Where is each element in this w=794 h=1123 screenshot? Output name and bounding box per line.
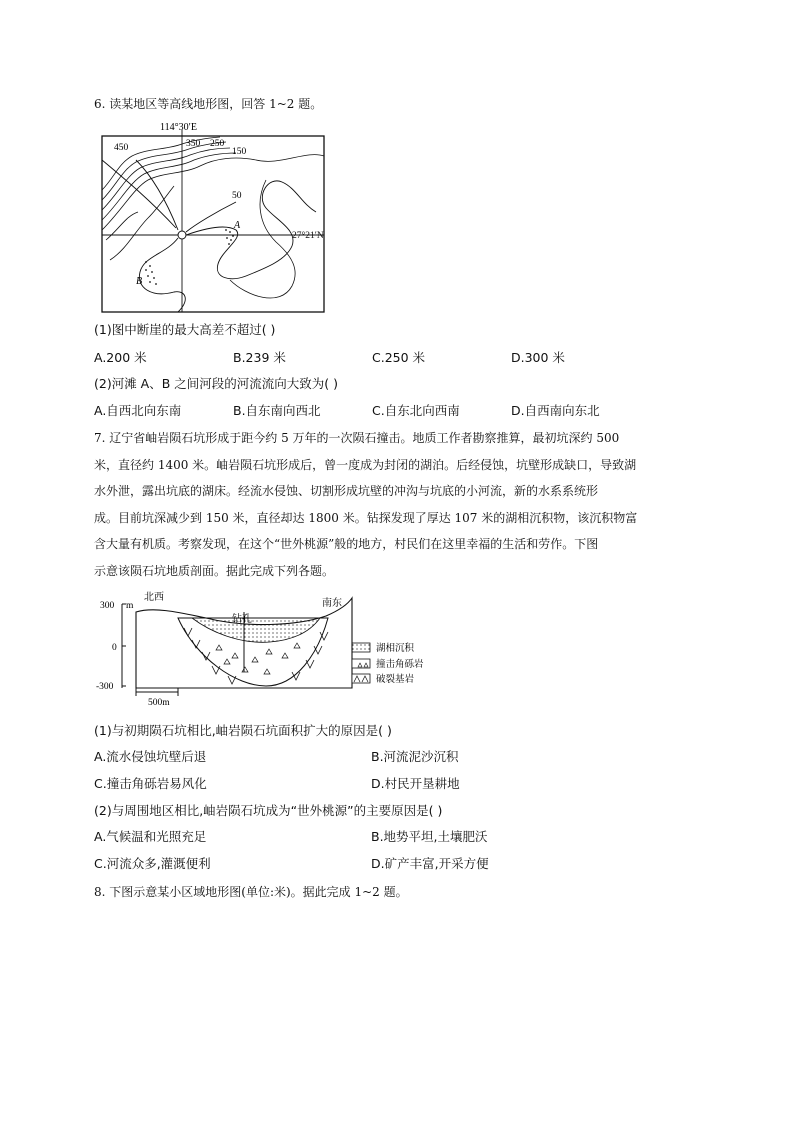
profile-se-label: 南东 xyxy=(322,598,342,609)
q7-paragraph-line: 米，直径约 1400 米。岫岩陨石坑形成后，曾一度成为封闭的湖泊。后经侵蚀，坑壁形成缺口，导致湖 xyxy=(94,457,637,472)
q6-sub2-option-c[interactable]: C.自东北向西南 xyxy=(372,403,460,418)
y-unit: m xyxy=(126,601,134,611)
q6-sub1-stem: (1)图中断崖的最大高差不超过( ) xyxy=(94,322,276,337)
lat-label: 27°21′N xyxy=(292,231,324,241)
q6-sub2-option-b[interactable]: B.自东南向西北 xyxy=(233,403,321,418)
lon-label: 114°30′E xyxy=(160,122,197,133)
legend-lake: 湖相沉积 xyxy=(376,644,415,654)
q6-sub1-option-b[interactable]: B.239 米 xyxy=(233,350,286,365)
q7-sub1-stem: (1)与初期陨石坑相比,岫岩陨石坑面积扩大的原因是( ) xyxy=(94,723,392,738)
q6-sub2-stem: (2)河滩 A、B 之间河段的河流流向大致为( ) xyxy=(94,376,339,391)
drill-label: 钻孔 xyxy=(232,614,252,625)
q6-sub1-option-d[interactable]: D.300 米 xyxy=(511,350,565,365)
profile-nw-label: 北西 xyxy=(144,592,164,603)
q6-sub1-option-a[interactable]: A.200 米 xyxy=(94,350,147,365)
q6-contour-map xyxy=(96,120,336,316)
q7-paragraph-line: 水外泄，露出坑底的湖床。经流水侵蚀、切割形成坑壁的冲沟与坑底的小河流，新的水系系统形 xyxy=(94,484,599,498)
legend-swatch-breccia xyxy=(352,659,370,668)
point-b: B xyxy=(136,276,143,287)
y-tick-0: 0 xyxy=(112,643,117,653)
y-tick-neg300: -300 xyxy=(96,682,114,692)
contour-label-250: 250 xyxy=(210,139,225,149)
contour-label-450: 450 xyxy=(114,143,129,153)
q6-sub2-option-d[interactable]: D.自西南向东北 xyxy=(511,403,600,418)
q7-sub1-option-d[interactable]: D.村民开垦耕地 xyxy=(371,776,460,791)
q8-title: 8. 下图示意某小区域地形图(单位:米)。据此完成 1~2 题。 xyxy=(94,885,408,899)
q7-sub1-option-a[interactable]: A.流水侵蚀坑壁后退 xyxy=(94,749,207,764)
legend-swatch-lake xyxy=(352,643,370,652)
q7-crater-profile xyxy=(96,588,446,710)
q7-sub2-option-d[interactable]: D.矿产丰富,开采方便 xyxy=(371,856,489,871)
contour-label-350: 350 xyxy=(186,139,201,149)
q7-sub1-option-b[interactable]: B.河流泥沙沉积 xyxy=(371,749,459,764)
q7-paragraph-line: 含大量有机质。考察发现，在这个“世外桃源”般的地方，村民们在这里幸福的生活和劳作。下图 xyxy=(94,537,599,551)
q7-sub1-option-c[interactable]: C.撞击角砾岩易风化 xyxy=(94,776,207,791)
scale-label: 500m xyxy=(148,698,170,708)
q7-sub2-stem: (2)与周围地区相比,岫岩陨石坑成为“世外桃源”的主要原因是( ) xyxy=(94,803,443,818)
legend-breccia: 撞击角砾岩 xyxy=(376,660,424,670)
q7-sub2-option-c[interactable]: C.河流众多,灌溉便利 xyxy=(94,856,211,871)
point-a: A xyxy=(234,220,241,231)
q7-paragraph-line: 示意该陨石坑地质剖面。据此完成下列各题。 xyxy=(94,563,335,578)
q6-sub2-option-a[interactable]: A.自西北向东南 xyxy=(94,403,182,418)
contour-label-50: 50 xyxy=(232,191,242,201)
q7-paragraph xyxy=(94,425,706,584)
q6-title: 6. 读某地区等高线地形图，回答 1~2 题。 xyxy=(94,97,323,111)
q6-sub1-option-c[interactable]: C.250 米 xyxy=(372,350,426,365)
q7-paragraph-line: 7. 辽宁省岫岩陨石坑形成于距今约 5 万年的一次陨石撞击。地质工作者勘察推算，最初坑深约 500 xyxy=(94,431,620,445)
legend-swatch-bedrock xyxy=(352,674,370,683)
legend-bedrock: 破裂基岩 xyxy=(376,675,415,685)
q7-sub2-option-b[interactable]: B.地势平坦,土壤肥沃 xyxy=(371,829,488,844)
y-tick-300: 300 xyxy=(100,601,115,611)
q7-sub2-option-a[interactable]: A.气候温和光照充足 xyxy=(94,829,207,844)
contour-label-150: 150 xyxy=(232,147,247,157)
q7-paragraph-line: 成。目前坑深减少到 150 米，直径却达 1800 米。钻探发现了厚达 107 米的湖相沉积物，该沉积物富 xyxy=(94,510,638,525)
